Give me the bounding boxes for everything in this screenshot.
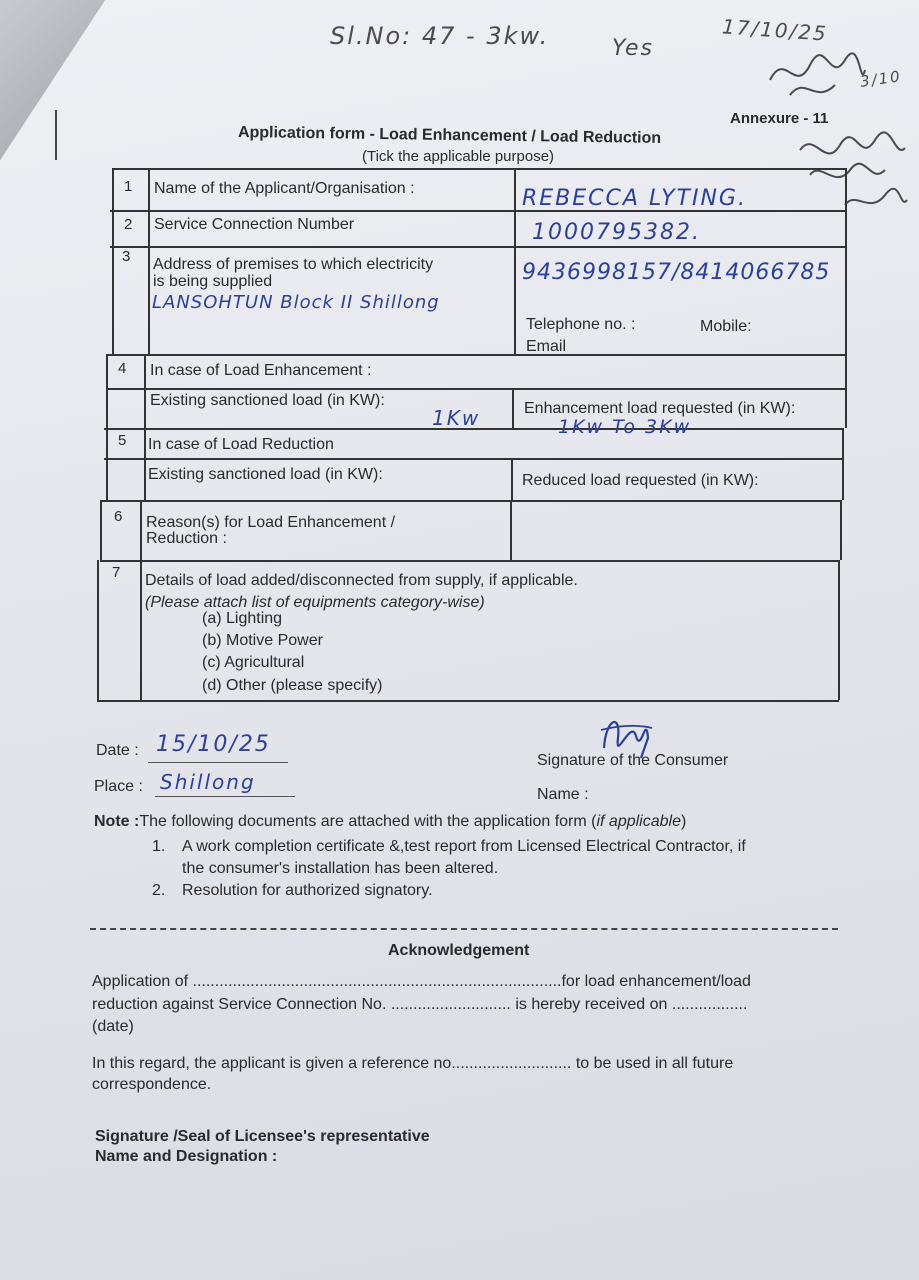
note-item-1-number: 1.: [152, 838, 166, 855]
option-lighting[interactable]: (a) Lighting: [202, 610, 283, 627]
place-value[interactable]: Shillong: [160, 770, 256, 794]
option-motive-power[interactable]: (b) Motive Power: [202, 632, 323, 649]
ack-line-1: [92, 973, 751, 991]
enh-existing-load-value[interactable]: 1Kw: [432, 406, 481, 430]
row-3-number: 3: [122, 248, 131, 265]
row-6-number: 6: [114, 508, 123, 525]
option-other[interactable]: (d) Other (please specify): [202, 677, 383, 694]
margin-mark: [55, 110, 57, 160]
place-underline: [155, 796, 295, 797]
ack-dots-1: ...................................................................................: [192, 973, 562, 990]
ack-reduction-text: reduction against Service Connection No.: [92, 996, 387, 1013]
service-connection-value[interactable]: 1000795382.: [532, 220, 701, 245]
reason-label-line1: Reason(s) for Load Enhancement /: [146, 514, 396, 531]
details-label-line2: (Please attach list of equipments category-wise): [145, 594, 485, 611]
date-label: Date :: [96, 742, 139, 759]
place-label: Place :: [94, 778, 143, 795]
address-label-line1: Address of premises to which electricity: [153, 256, 434, 273]
form-title: Application form - Load Enhancement / Load Reduction: [237, 124, 662, 147]
yes-note: Yes: [612, 36, 655, 61]
consumer-name-label: Name :: [537, 786, 589, 803]
note-prefix: Note :: [94, 813, 140, 830]
details-label-line1: Details of load added/disconnected from supply, if applicable.: [145, 572, 578, 589]
row-7-number: 7: [112, 564, 121, 581]
note-text-end: ): [680, 813, 687, 830]
note-item-1-line1: A work completion certificate &,test report from Licensed Electrical Contractor, if: [182, 838, 746, 855]
enh-requested-load-label: Enhancement load requested (in KW):: [524, 400, 796, 417]
date-underline: [148, 762, 288, 763]
consumer-signature-label: Signature of the Consumer: [537, 752, 729, 769]
address-label-line2: is being supplied: [153, 273, 273, 290]
row-5-number: 5: [118, 432, 127, 449]
margin-date-note: 3/10: [858, 67, 903, 91]
note-text: The following documents are attached with the application form (: [139, 813, 597, 830]
note-item-2-number: 2.: [152, 882, 166, 899]
top-date-note: 17/10/25: [721, 14, 829, 46]
red-existing-load-label: Existing sanctioned load (in KW):: [148, 466, 383, 483]
annexure-label: Annexure - 11: [730, 110, 829, 127]
initials-scribble: [760, 40, 870, 110]
licensee-signature-label: Signature /Seal of Licensee's representative: [95, 1128, 430, 1145]
acknowledgement-title: Acknowledgement: [388, 942, 530, 959]
reason-label-line2: Reduction :: [146, 530, 227, 547]
option-agricultural[interactable]: (c) Agricultural: [202, 654, 305, 671]
note-item-1-line2: the consumer's installation has been altered.: [182, 860, 499, 877]
applicant-name-value[interactable]: REBECCA LYTING.: [522, 186, 747, 211]
ack-dots-3: .................: [671, 996, 748, 1013]
licensee-name-label: Name and Designation :: [95, 1148, 278, 1165]
ack-dots-4: ...........................: [451, 1055, 572, 1072]
form-subtitle: (Tick the applicable purpose): [362, 148, 555, 165]
serial-note: Sl.No: 47 - 3kw.: [330, 22, 550, 50]
ack-line-2: [92, 996, 747, 1014]
ack-correspondence-text: correspondence.: [92, 1076, 212, 1093]
email-label: Email: [526, 338, 567, 355]
row-4-number: 4: [118, 360, 127, 377]
ack-future-text: to be used in all future: [575, 1055, 734, 1072]
enh-existing-load-label: Existing sanctioned load (in KW):: [150, 392, 385, 409]
ack-load-enhancement-text: for load enhancement/load: [561, 973, 751, 990]
note-line: [94, 813, 686, 831]
enh-requested-load-value[interactable]: 1Kw To 3Kw: [558, 416, 692, 438]
ack-reference-text: In this regard, the applicant is given a reference no: [92, 1055, 452, 1072]
applicant-name-label: Name of the Applicant/Organisation :: [154, 180, 415, 197]
note-text-italic: if applicable: [596, 813, 681, 830]
mobile-label: Mobile:: [700, 318, 752, 335]
cut-line: [90, 928, 838, 930]
telephone-label: Telephone no. :: [526, 316, 636, 333]
ack-line-4: [92, 1055, 733, 1073]
phone-numbers-value[interactable]: 9436998157/8414066785: [522, 260, 831, 285]
load-reduction-heading: In case of Load Reduction: [148, 436, 334, 453]
ack-date-text: (date): [92, 1018, 134, 1035]
address-value[interactable]: LANSOHTUN Block II Shillong: [152, 292, 440, 313]
load-enhancement-heading: In case of Load Enhancement :: [150, 362, 372, 379]
service-connection-label: Service Connection Number: [154, 216, 355, 233]
date-value[interactable]: 15/10/25: [156, 732, 271, 757]
ack-application-of: Application of: [92, 973, 189, 990]
row-2-number: 2: [124, 216, 133, 233]
row-1-number: 1: [124, 178, 133, 195]
note-item-2-line1: Resolution for authorized signatory.: [182, 882, 433, 899]
ack-received-text: is hereby received on: [515, 996, 668, 1013]
red-requested-load-label: Reduced load requested (in KW):: [522, 472, 759, 489]
ack-dots-2: ...........................: [390, 996, 511, 1013]
